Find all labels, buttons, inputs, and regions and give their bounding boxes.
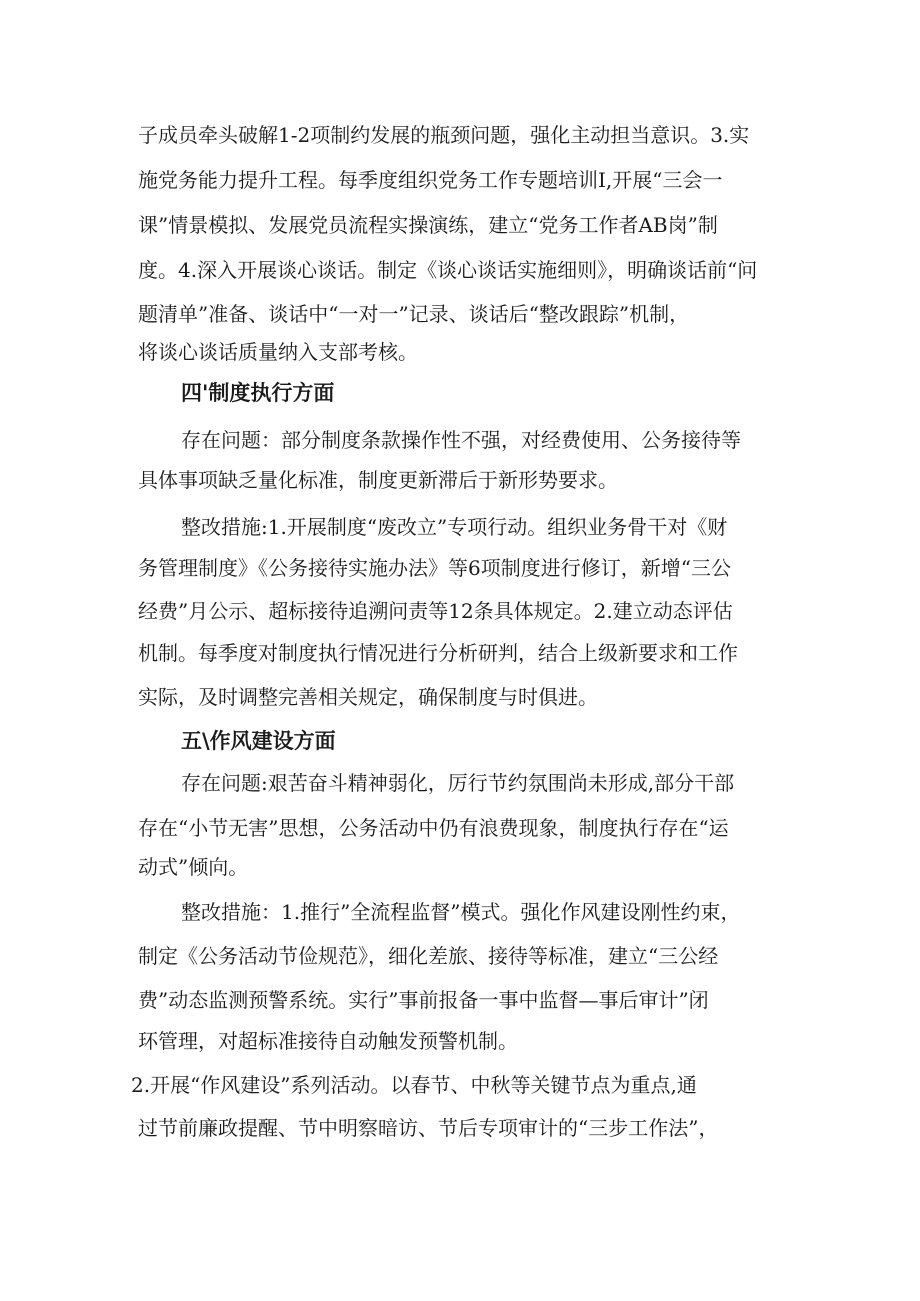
measure-line: 经费”月公示、超标接待追溯问责等12条具体规定。2.建立动态评估 <box>138 599 733 623</box>
measure-line: 整改措施:1.开展制度“废改立”专项行动。组织业务骨干对《财 <box>181 515 728 539</box>
measure-line: 2.开展“作风建设”系列活动。以春节、中秋等关键节点为重点,通 <box>131 1073 697 1097</box>
problem-line: 存在问题：部分制度条款操作性不强，对经费使用、公务接待等 <box>181 428 741 452</box>
measure-line: 费”动态监测预警系统。实行”事前报备一事中监督—事后审计”闭 <box>138 988 709 1012</box>
text-line: 课”情景模拟、发展党员流程实操演练，建立“党务工作者AB岗”制 <box>138 213 718 237</box>
measure-line: 实际，及时调整完善相关规定，确保制度与时俱进。 <box>138 685 598 709</box>
measure-line: 制定《公务活动节俭规范》，细化差旅、接待等标准，建立“三公经 <box>138 944 719 968</box>
section-heading: 四'制度执行方面 <box>181 381 335 405</box>
text-line: 施党务能力提升工程。每季度组织党务工作专题培训I,开展“三会一 <box>138 168 723 192</box>
measure-line: 整改措施：1.推行”全流程监督”模式。强化作风建设刚性约束， <box>181 900 741 924</box>
measure-line: 机制。每季度对制度执行情况进行分析研判，结合上级新要求和工作 <box>138 641 738 665</box>
measure-line: 过节前廉政提醒、节中明察暗访、节后专项审计的“三步工作法”， <box>138 1116 719 1140</box>
measure-line: 环管理，对超标准接待自动触发预警机制。 <box>138 1029 518 1053</box>
text-line: 将谈心谈话质量纳入支部考核。 <box>138 340 418 364</box>
measure-line: 务管理制度》《公务接待实施办法》等6项制度进行修订，新增“三公 <box>138 556 731 580</box>
text-line: 题清单”准备、谈话中“一对一”记录、谈话后“整改跟踪”机制， <box>138 302 690 326</box>
text-line: 子成员牵头破解1-2项制约发展的瓶颈问题，强化主动担当意识。3.实 <box>138 123 750 147</box>
section-heading: 五\作风建设方面 <box>181 729 336 753</box>
text-line: 度。4.深入开展谈心谈话。制定《谈心谈话实施细则》，明确谈话前“问 <box>138 258 758 282</box>
problem-line: 存在“小节无害”思想，公务活动中仍有浪费现象，制度执行存在“运 <box>138 816 729 840</box>
problem-line: 具体事项缺乏量化标准，制度更新滞后于新形势要求。 <box>138 468 618 492</box>
problem-line: 动式”倾向。 <box>138 855 249 879</box>
problem-line: 存在问题:艰苦奋斗精神弱化，厉行节约氛围尚未形成,部分干部 <box>181 771 735 795</box>
